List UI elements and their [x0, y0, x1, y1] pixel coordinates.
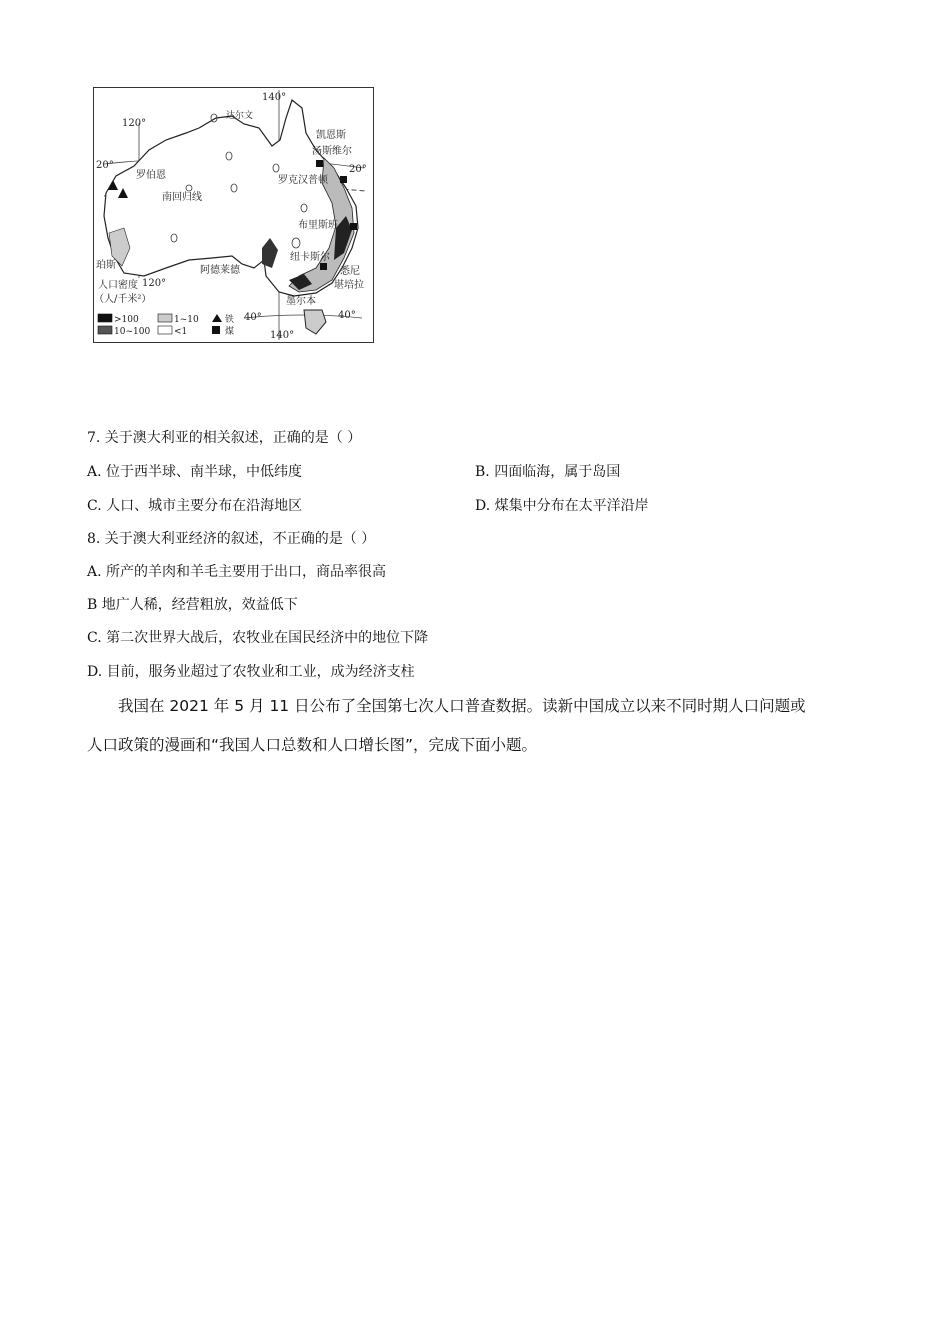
legend-gt100: >100 — [114, 315, 139, 325]
coal-icon — [340, 176, 347, 183]
question-7-option-c: C. 人口、城市主要分布在沿海地区 — [87, 498, 303, 514]
legend-unit: （人/千米²） — [94, 294, 152, 305]
question-7-option-d: D. 煤集中分布在太平洋沿岸 — [475, 498, 649, 514]
label-140-top: 140° — [262, 92, 287, 103]
label-townsville: 汤斯维尔 — [312, 146, 352, 157]
legend-coal-icon — [212, 326, 220, 334]
label-perth: 珀斯 — [96, 260, 116, 271]
label-120-top: 120° — [122, 118, 147, 129]
label-canberra: 堪培拉 — [334, 280, 364, 291]
intro-paragraph-line1: 我国在 2021 年 5 月 11 日公布了全国第七次人口普查数据。读新中国成立以来不同时期人口问题或 — [118, 697, 806, 715]
coal-icon — [320, 263, 327, 270]
legend-swatch-10-100 — [98, 326, 112, 334]
legend-iron-icon — [212, 314, 222, 322]
legend-coal: 煤 — [225, 327, 235, 337]
label-120-bottom: 120° — [142, 278, 167, 289]
legend-swatch-1-10 — [158, 314, 172, 322]
question-8-stem: 8. 关于澳大利亚经济的叙述，不正确的是（ ） — [87, 531, 376, 547]
label-brisbane: 布里斯班 — [298, 220, 338, 231]
label-darwin: 达尔文 — [226, 111, 254, 121]
intro-paragraph-line2: 人口政策的漫画和“我国人口总数和人口增长图”，完成下面小题。 — [87, 736, 538, 754]
legend-swatch-gt100 — [98, 314, 112, 322]
label-cairns: 凯恩斯 — [316, 130, 346, 141]
label-newcastle: 纽卡斯尔 — [290, 252, 330, 263]
legend-lt1: <1 — [174, 327, 188, 337]
label-port-hedland: 罗伯恩 — [136, 170, 166, 181]
australia-map — [93, 87, 374, 343]
label-140-bottom: 140° — [270, 330, 295, 341]
coal-icon — [316, 160, 323, 167]
question-7-stem: 7. 关于澳大利亚的相关叙述，正确的是（ ） — [87, 430, 362, 446]
question-8-option-a: A. 所产的羊肉和羊毛主要用于出口，商品率很高 — [87, 564, 387, 580]
legend-iron: 铁 — [225, 315, 235, 325]
label-40-left: 40° — [244, 312, 262, 323]
label-tropic: 南回归线 — [162, 192, 202, 203]
label-20-left: 20° — [96, 160, 114, 171]
tasmania — [304, 310, 326, 334]
question-7-option-b: B. 四面临海，属于岛国 — [475, 464, 621, 480]
coal-icon — [350, 223, 357, 230]
label-rockhampton: 罗克汉普顿 — [278, 175, 328, 186]
legend-10-100: 10~100 — [114, 327, 151, 337]
australia-map-svg — [94, 88, 373, 342]
label-adelaide: 阿德莱德 — [200, 265, 240, 276]
legend-1-10: 1~10 — [174, 315, 199, 325]
label-melbourne: 墨尔本 — [286, 296, 316, 307]
question-7-option-a: A. 位于西半球、南半球，中低纬度 — [87, 464, 303, 480]
legend-title: 人口密度 — [98, 280, 138, 291]
label-40-right: 40° — [338, 310, 356, 321]
question-8-option-c: C. 第二次世界大战后，农牧业在国民经济中的地位下降 — [87, 630, 429, 646]
question-8-option-d: D. 目前，服务业超过了农牧业和工业，成为经济支柱 — [87, 664, 415, 680]
label-sydney: 悉尼 — [340, 266, 360, 277]
label-20-right: 20° — [349, 164, 367, 175]
question-8-option-b: B 地广人稀，经营粗放，效益低下 — [87, 597, 298, 613]
legend-swatch-lt1 — [158, 326, 172, 334]
